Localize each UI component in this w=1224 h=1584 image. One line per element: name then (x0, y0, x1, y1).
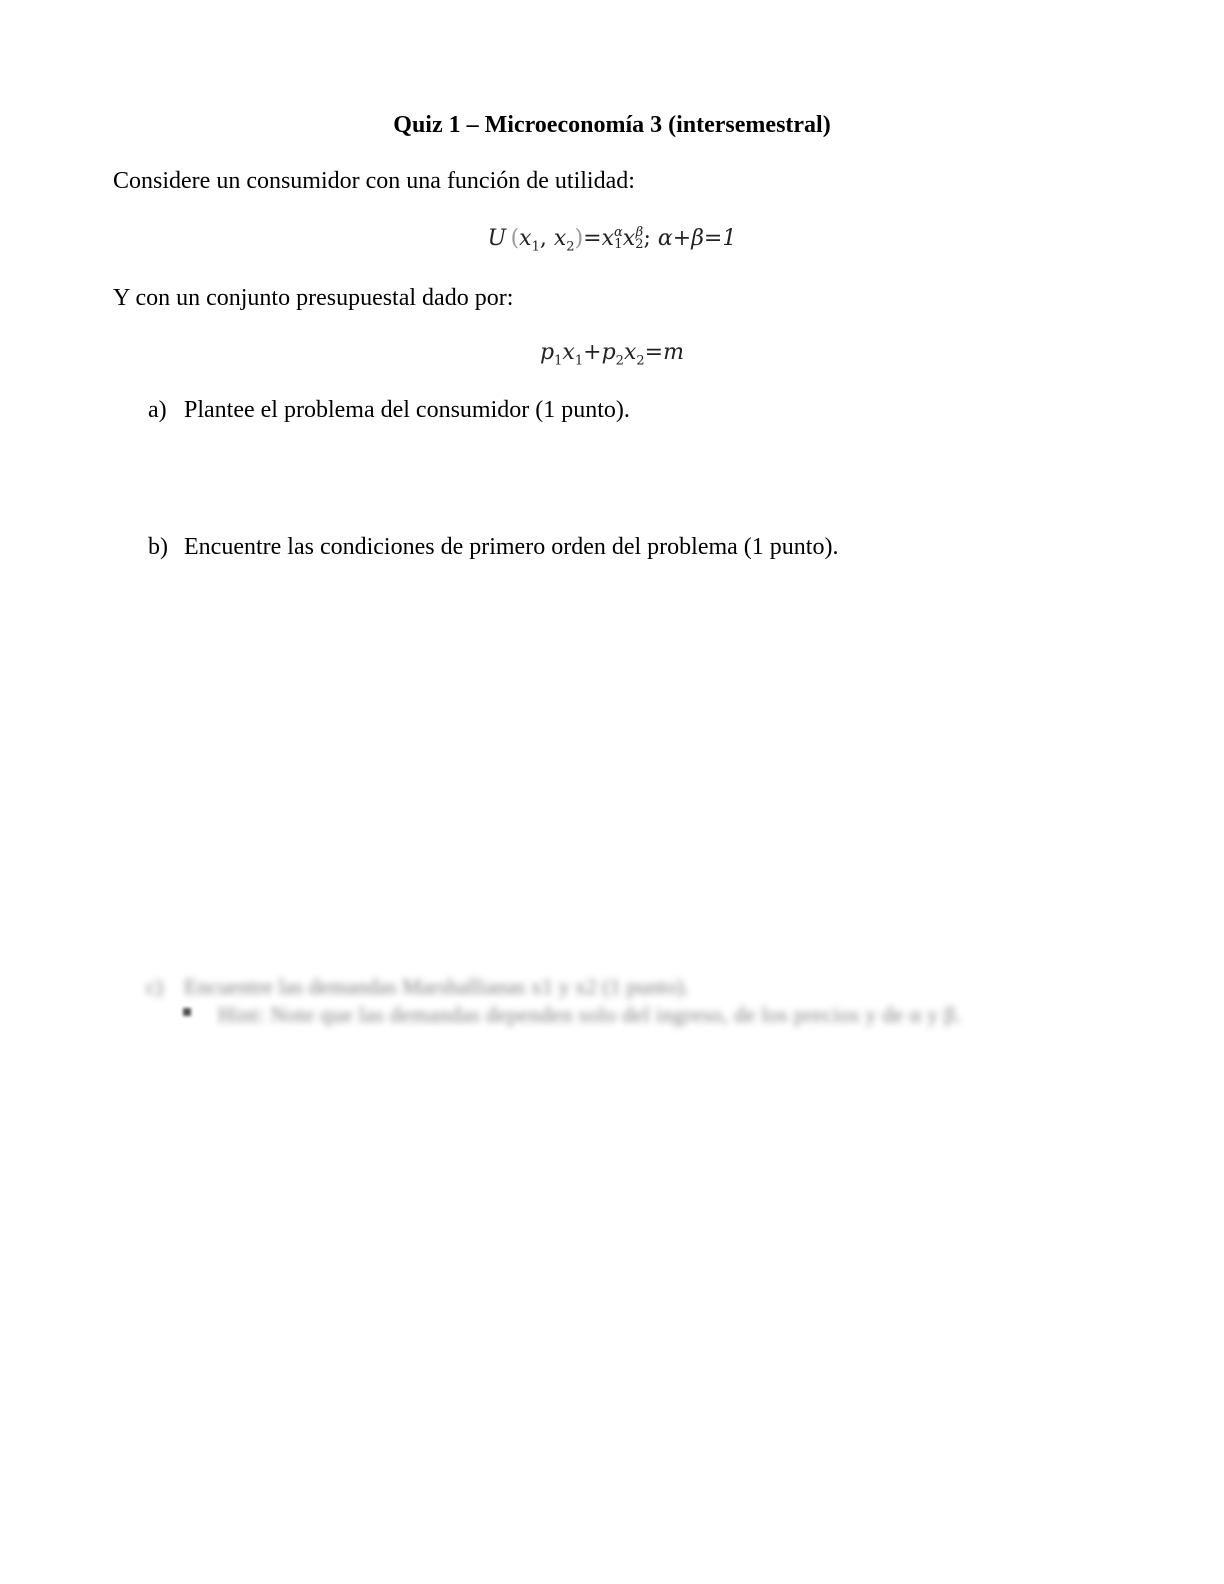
question-a (148, 397, 630, 424)
arg-x1-base: x (519, 226, 532, 251)
income: m (663, 340, 684, 365)
good1: x (562, 340, 575, 365)
arg-x1-sub: 1 (531, 239, 540, 255)
exponent-beta: β (635, 225, 644, 240)
bullet-icon (183, 1008, 191, 1016)
question-b-text: Encuentre las condiciones de primero orden del problema (1 punto). (184, 534, 839, 560)
utility-symbol: U (487, 226, 507, 251)
question-c-blurred (146, 974, 689, 1000)
good2-sub: 2 (636, 353, 645, 369)
document-title: Quiz 1 – Microeconomía 3 (intersemestral) (393, 112, 831, 138)
price2-sub: 2 (615, 353, 624, 369)
price2: p (601, 340, 616, 365)
exponent-constraint: α+β=1 (657, 226, 737, 251)
rhs-x2: x (622, 226, 636, 251)
question-c-text: Encuentre las demandas Marshallianas x1 y x2 (1 punto). (184, 974, 690, 999)
rhs-x1: x (601, 226, 615, 251)
rhs-x2-sub: 2 (635, 237, 644, 252)
arg-x2-sub: 2 (566, 239, 575, 255)
question-b (148, 534, 838, 561)
question-a-label: a) (148, 397, 167, 423)
budget-intro-text: Y con un conjunto presupuestal dado por: (113, 285, 514, 311)
intro-text: Considere un consumidor con una función de utilidad: (113, 168, 635, 194)
good1-sub: 1 (574, 353, 584, 369)
exponent-alpha: α (614, 225, 623, 240)
rhs-x1-sub: 1 (614, 237, 623, 252)
hint-blurred: Hint: Note que las demandas dependen solo del ingreso, de los precios y de α y β. (218, 1002, 962, 1027)
good2: x (623, 340, 637, 365)
arg-x2-base: x (553, 226, 567, 251)
question-a-text: Plantee el problema del consumidor (1 punto). (184, 397, 630, 423)
question-b-label: b) (148, 534, 168, 560)
question-c-label: c) (146, 974, 164, 999)
budget-equation: $p_1x_1+p_2x_2=m$ (540, 340, 684, 369)
utility-equation: U ($x_1$, $x_2)=x$ α 1 x β 2 ; α+β=1 (487, 225, 737, 255)
price1: p (540, 340, 555, 365)
price1-sub: 1 (554, 353, 563, 369)
